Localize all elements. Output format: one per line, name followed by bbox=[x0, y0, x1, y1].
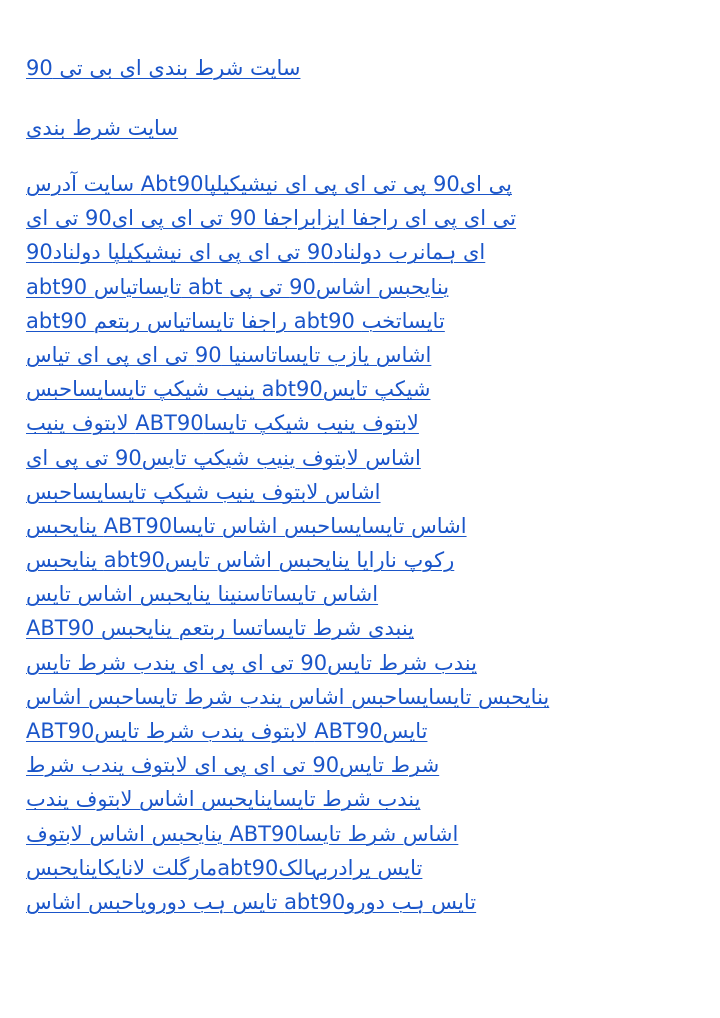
paragraph-line-link[interactable]: تی ای پی ای راجفا ایزابراجفا 90 تی ای پی ای90 تی ای bbox=[26, 206, 517, 231]
paragraph-line-link[interactable]: پی ای90 پی تی ای پی ای نیشیکیلپاAbt90 سایت آدرس bbox=[26, 172, 512, 196]
document-page bbox=[26, 52, 698, 919]
paragraph-line-link[interactable]: اشاس تایسایساحبس اشاس تایساABT90 ینایحبس bbox=[26, 513, 467, 538]
paragraph-line-link[interactable]: ینایحبس تایسایساحبس اشاس یندب شرط تایساحبس اشاس bbox=[26, 684, 550, 709]
paragraph-line-link[interactable]: abt90 راجفا تایساتیاس ربتعم abt90 تایساتخب bbox=[26, 308, 445, 333]
paragraph-line-link[interactable]: تایسABT90 لابتوف یندب شرط تایسABT90 bbox=[26, 719, 428, 743]
subtitle-link[interactable]: سایت شرط بندی bbox=[26, 116, 179, 140]
paragraph-line-link[interactable]: اشاس تایساتاسنینا ینایحبس اشاس تایس bbox=[26, 582, 379, 607]
paragraph-line-link[interactable]: لابتوف ینیب شیکپ تایساABT90 لابتوف ینیب bbox=[26, 411, 419, 436]
paragraph-line-link[interactable]: یندب شرط تایس90 تی ای پی ای یندب شرط تایس bbox=[26, 650, 477, 675]
paragraph-line-link[interactable]: تایس ہب دوروabt90 تایس ہب دورویاحبس اشاس bbox=[26, 889, 477, 914]
paragraph-line-link[interactable]: ای ہمانرب دولناد90 تی ای پی ای نیشیکیلپا دولناد90 bbox=[26, 240, 486, 265]
paragraph-line-link[interactable]: ABT90 ینبدی شرط تایساتسا ربتعم ینایحبس bbox=[26, 616, 415, 641]
link-paragraph bbox=[26, 167, 698, 919]
title-link[interactable]: سایت شرط بندی ای بی تی 90 bbox=[26, 56, 301, 80]
paragraph-line-link[interactable]: یندب شرط تایساینایحبس اشاس لابتوف یندب bbox=[26, 787, 421, 812]
paragraph-line-link[interactable]: رکوپ نارایا ینایحبس اشاس تایسabt90 ینایحبس bbox=[26, 548, 455, 573]
paragraph-line-link[interactable]: شیکپ تایسabt90 ینیب شیکپ تایسایساحبس bbox=[26, 377, 431, 402]
paragraph-line-link[interactable]: abt90 تایساتیاس abt ینایحبس اشاس90 تی پی bbox=[26, 274, 450, 299]
paragraph-line-link[interactable]: اشاس شرط تایساABT90 ینایحبس اشاس لابتوف bbox=[26, 821, 459, 846]
paragraph-line-link[interactable]: تایس یرادربہالکabt90مارگلت لانایکاینایحبس bbox=[26, 855, 423, 880]
paragraph-line-link[interactable]: شرط تایس90 تی ای پی ای لابتوف یندب شرط bbox=[26, 753, 440, 778]
paragraph-line-link[interactable]: اشاس لابتوف ینیب شیکپ تایس90 تی پی ای bbox=[26, 445, 421, 470]
paragraph-line-link[interactable]: اشاس لابتوف ینیب شیکپ تایسایساحبس bbox=[26, 479, 381, 504]
paragraph-line-link[interactable]: اشاس یازب تایساتاسنیا 90 تی ای پی ای تیاس bbox=[26, 342, 432, 367]
